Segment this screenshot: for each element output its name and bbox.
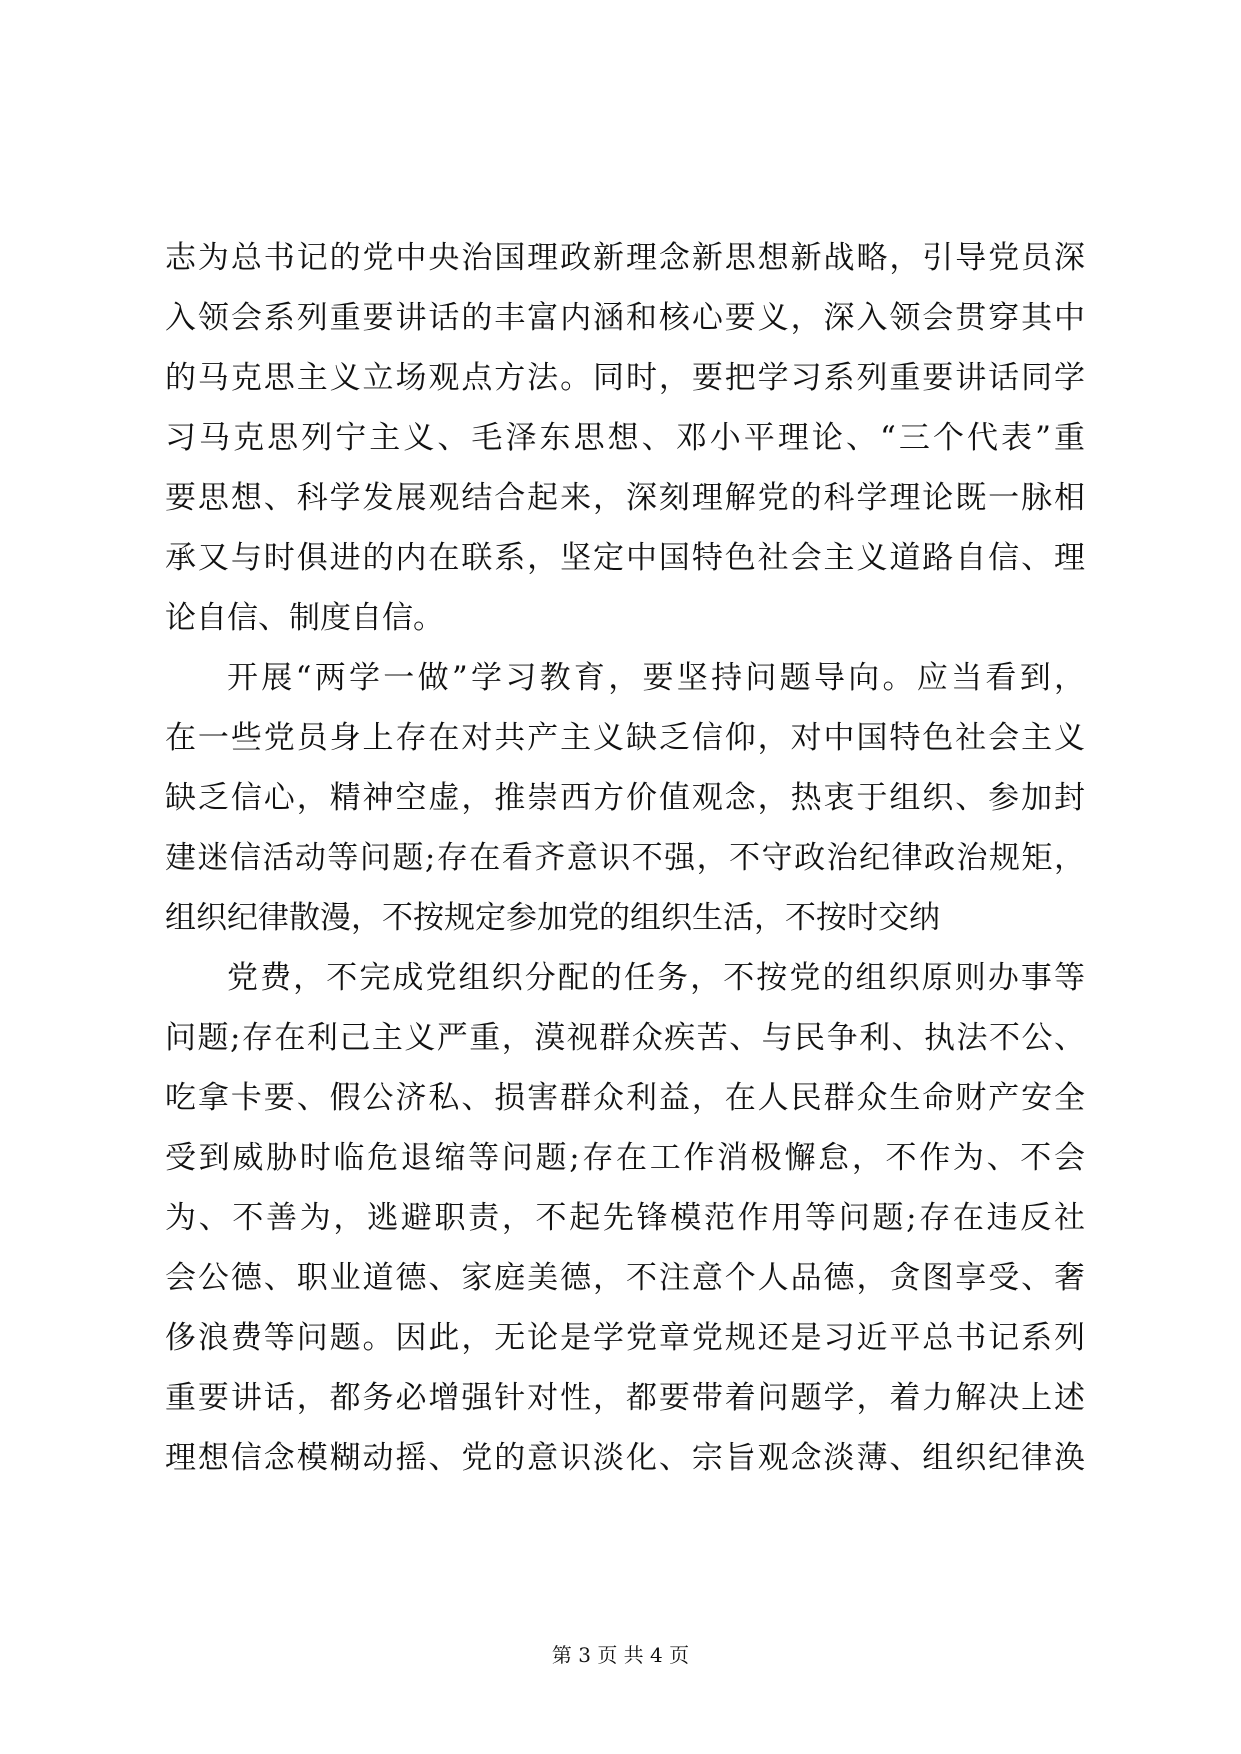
text-line: 习马克思列宁主义、毛泽东思想、邓小平理论、“三个代表”重 (165, 420, 1085, 456)
document-body (165, 228, 1085, 1488)
paragraph-2 (165, 648, 1085, 948)
text-line: 为、不善为，逃避职责，不起先锋模范作用等问题;存在违反社 (165, 1200, 1085, 1236)
text-line: 论自信、制度自信。 (165, 600, 444, 636)
text-line: 开展“两学一做”学习教育，要坚持问题导向。应当看到， (227, 660, 1085, 696)
text-line: 建迷信活动等问题;存在看齐意识不强，不守政治纪律政治规矩， (165, 840, 1085, 876)
text-line: 党费，不完成党组织分配的任务，不按党的组织原则办事等 (227, 960, 1085, 996)
text-line: 要思想、科学发展观结合起来，深刻理解党的科学理论既一脉相 (165, 480, 1085, 516)
text-line: 理想信念模糊动摇、党的意识淡化、宗旨观念淡薄、组织纪律涣 (165, 1440, 1085, 1476)
text-line: 组织纪律散漫，不按规定参加党的组织生活，不按时交纳 (165, 900, 940, 936)
text-line: 问题;存在利己主义严重，漠视群众疾苦、与民争利、执法不公、 (165, 1020, 1085, 1056)
text-line: 入领会系列重要讲话的丰富内涵和核心要义，深入领会贯穿其中 (165, 300, 1085, 336)
text-line: 会公德、职业道德、家庭美德，不注意个人品德，贪图享受、奢 (165, 1260, 1085, 1296)
text-line: 承又与时俱进的内在联系，坚定中国特色社会主义道路自信、理 (165, 540, 1085, 576)
page-number-footer: 第 3 页 共 4 页 (551, 1643, 690, 1667)
text-line: 受到威胁时临危退缩等问题;存在工作消极懈怠，不作为、不会 (165, 1140, 1085, 1176)
text-line: 志为总书记的党中央治国理政新理念新思想新战略，引导党员深 (165, 240, 1085, 276)
paragraph-3 (165, 948, 1085, 1488)
text-line: 在一些党员身上存在对共产主义缺乏信仰，对中国特色社会主义 (165, 720, 1085, 756)
text-line: 侈浪费等问题。因此，无论是学党章党规还是习近平总书记系列 (165, 1320, 1085, 1356)
text-line: 缺乏信心，精神空虚，推崇西方价值观念，热衷于组织、参加封 (165, 780, 1085, 816)
text-line: 的马克思主义立场观点方法。同时，要把学习系列重要讲话同学 (165, 360, 1085, 396)
text-line: 吃拿卡要、假公济私、损害群众利益，在人民群众生命财产安全 (165, 1080, 1085, 1116)
text-line: 重要讲话，都务必增强针对性，都要带着问题学，着力解决上述 (165, 1380, 1085, 1416)
paragraph-1 (165, 228, 1085, 648)
